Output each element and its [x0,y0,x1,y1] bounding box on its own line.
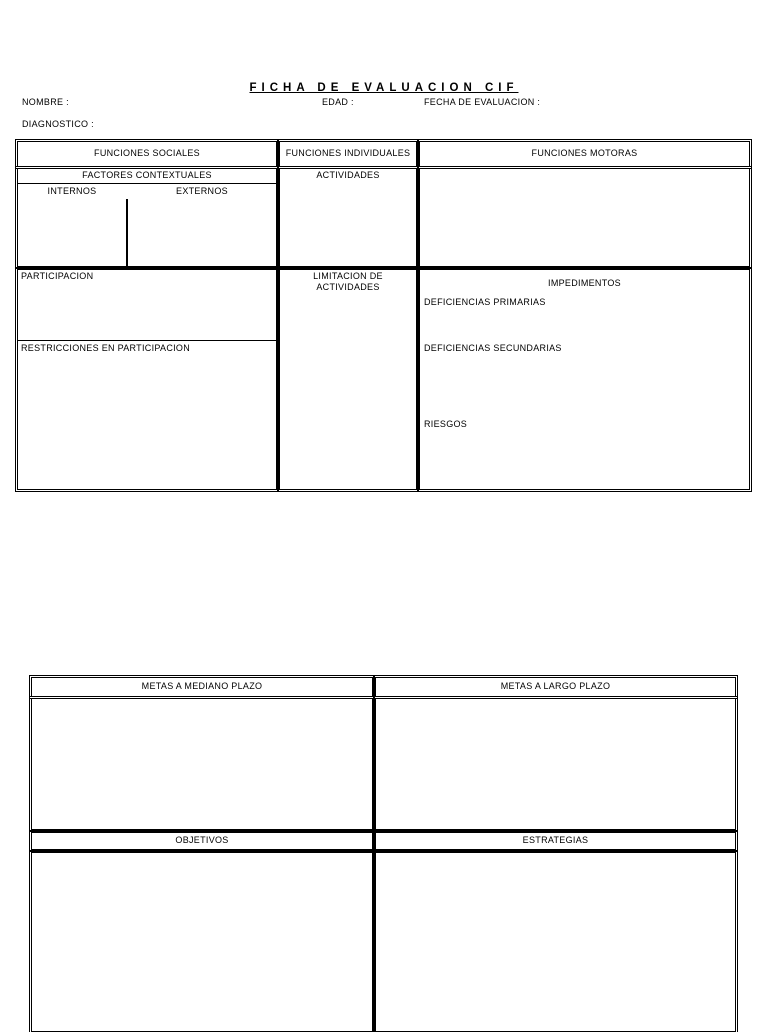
funciones-motoras-header: FUNCIONES MOTORAS [531,148,638,158]
riesgos-label: RIESGOS [424,419,468,429]
metas-mediano-header-cell [31,677,373,697]
funciones-sociales-header: FUNCIONES SOCIALES [94,148,200,158]
funciones-individuales-header: FUNCIONES INDIVIDUALES [285,148,411,158]
limitacion-line1: LIMITACION DE [313,271,383,281]
participacion-cell [17,269,277,490]
form-title: FICHA DE EVALUACION CIF [249,82,519,94]
deficiencias-primarias-label: DEFICIENCIAS PRIMARIAS [424,297,546,307]
funciones-individuales-cell [279,141,417,167]
metas-largo-header-cell [375,677,736,697]
internos-header: INTERNOS [47,186,97,196]
funciones-sociales-cell [17,141,277,167]
metas-largo-body [375,698,736,830]
fecha-evaluacion-label: FECHA DE EVALUACION : [424,97,541,107]
estrategias-body [375,852,736,1032]
funciones-motoras-cell [419,141,750,167]
metas-mediano-body [31,698,373,830]
internos-externos-divider [126,199,128,266]
nombre-label: NOMBRE : [22,97,69,107]
estrategias-header-cell [375,832,736,850]
participacion-divider [18,340,276,341]
deficiencias-secundarias-label: DEFICIENCIAS SECUNDARIAS [424,343,562,353]
restricciones-label: RESTRICCIONES EN PARTICIPACION [21,343,191,353]
limitacion-header [280,271,416,293]
funciones-motoras-body [419,168,750,267]
objetivos-header: OBJETIVOS [175,835,229,845]
limitacion-cell [279,269,417,490]
diagnostico-label: DIAGNOSTICO : [22,119,94,129]
limitacion-line2: ACTIVIDADES [316,282,380,292]
objetivos-body [31,852,373,1032]
impedimentos-cell [419,269,750,490]
metas-mediano-header: METAS A MEDIANO PLAZO [141,681,263,691]
actividades-header: ACTIVIDADES [316,170,380,180]
actividades-cell [279,168,417,267]
externos-header: EXTERNOS [176,186,228,196]
participacion-label: PARTICIPACION [21,271,94,281]
metas-largo-header: METAS A LARGO PLAZO [500,681,611,691]
factores-divider [18,183,276,184]
factores-contextuales-cell [17,168,277,267]
estrategias-header: ESTRATEGIAS [522,835,589,845]
objetivos-header-cell [31,832,373,850]
factores-contextuales-header: FACTORES CONTEXTUALES [82,170,212,180]
edad-label: EDAD : [322,97,354,107]
impedimentos-header: IMPEDIMENTOS [548,278,621,288]
